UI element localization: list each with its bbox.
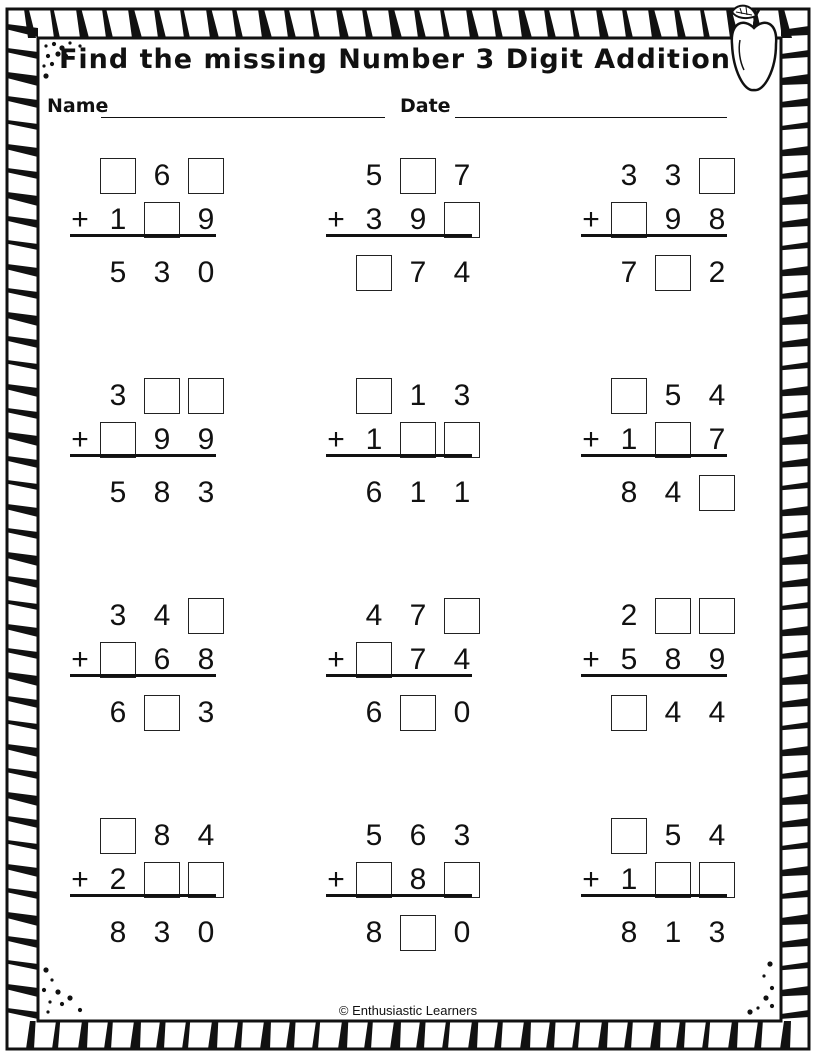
- digit: 0: [197, 256, 215, 289]
- digit: 8: [365, 916, 383, 949]
- sum-line: [581, 674, 727, 677]
- copyright-footer: © Enthusiastic Learners: [338, 1003, 478, 1018]
- answer-box[interactable]: [188, 378, 224, 414]
- digit: 2: [109, 863, 127, 896]
- plus-sign: +: [327, 643, 345, 676]
- answer-box[interactable]: [400, 695, 436, 731]
- answer-box[interactable]: [655, 255, 691, 291]
- plus-sign: +: [582, 423, 600, 456]
- digit: 8: [708, 203, 726, 236]
- digit: 5: [365, 159, 383, 192]
- digit: 0: [453, 916, 471, 949]
- digit: 2: [620, 599, 638, 632]
- digit: 7: [409, 599, 427, 632]
- digit: 1: [109, 203, 127, 236]
- digit: 6: [153, 159, 171, 192]
- digit: 8: [197, 643, 215, 676]
- answer-box[interactable]: [100, 158, 136, 194]
- answer-box[interactable]: [699, 158, 735, 194]
- answer-box[interactable]: [655, 598, 691, 634]
- digit: 4: [708, 819, 726, 852]
- date-line[interactable]: [455, 117, 727, 118]
- answer-box[interactable]: [356, 642, 392, 678]
- digit: 8: [109, 916, 127, 949]
- digit: 6: [109, 696, 127, 729]
- answer-box[interactable]: [611, 818, 647, 854]
- digit: 8: [409, 863, 427, 896]
- answer-box[interactable]: [144, 378, 180, 414]
- answer-box[interactable]: [611, 695, 647, 731]
- digit: 3: [453, 379, 471, 412]
- digit: 5: [109, 476, 127, 509]
- sum-line: [326, 894, 472, 897]
- answer-box[interactable]: [356, 378, 392, 414]
- digit: 0: [197, 916, 215, 949]
- plus-sign: +: [71, 643, 89, 676]
- digit: 4: [453, 256, 471, 289]
- sum-line: [70, 894, 216, 897]
- answer-box[interactable]: [144, 202, 180, 238]
- sum-line: [581, 454, 727, 457]
- sum-line: [326, 674, 472, 677]
- plus-sign: +: [327, 423, 345, 456]
- digit: 1: [365, 423, 383, 456]
- digit: 3: [109, 599, 127, 632]
- plus-sign: +: [71, 203, 89, 236]
- digit: 9: [153, 423, 171, 456]
- sum-line: [326, 454, 472, 457]
- digit: 3: [153, 256, 171, 289]
- plus-sign: +: [71, 423, 89, 456]
- name-line[interactable]: [101, 117, 385, 118]
- name-label: Name: [47, 95, 109, 117]
- answer-box[interactable]: [100, 642, 136, 678]
- digit: 3: [664, 159, 682, 192]
- digit: 4: [197, 819, 215, 852]
- sum-line: [70, 674, 216, 677]
- digit: 9: [409, 203, 427, 236]
- worksheet-title: Find the missing Number 3 Digit Addition: [58, 44, 731, 75]
- digit: 1: [409, 379, 427, 412]
- digit: 4: [453, 643, 471, 676]
- digit: 1: [453, 476, 471, 509]
- answer-box[interactable]: [444, 862, 480, 898]
- answer-box[interactable]: [188, 158, 224, 194]
- answer-box[interactable]: [699, 862, 735, 898]
- digit: 5: [664, 379, 682, 412]
- answer-box[interactable]: [655, 862, 691, 898]
- answer-box[interactable]: [144, 695, 180, 731]
- digit: 7: [620, 256, 638, 289]
- digit: 7: [409, 643, 427, 676]
- digit: 3: [453, 819, 471, 852]
- sum-line: [70, 234, 216, 237]
- date-label: Date: [400, 95, 451, 117]
- answer-box[interactable]: [655, 422, 691, 458]
- digit: 1: [664, 916, 682, 949]
- answer-box[interactable]: [356, 255, 392, 291]
- digit: 4: [708, 379, 726, 412]
- sum-line: [581, 234, 727, 237]
- answer-box[interactable]: [356, 862, 392, 898]
- digit: 5: [664, 819, 682, 852]
- digit: 5: [620, 643, 638, 676]
- answer-box[interactable]: [400, 158, 436, 194]
- answer-box[interactable]: [611, 202, 647, 238]
- sum-line: [70, 454, 216, 457]
- digit: 4: [365, 599, 383, 632]
- digit: 6: [365, 476, 383, 509]
- plus-sign: +: [327, 203, 345, 236]
- digit: 6: [153, 643, 171, 676]
- digit: 1: [409, 476, 427, 509]
- answer-box[interactable]: [188, 598, 224, 634]
- digit: 8: [620, 476, 638, 509]
- digit: 3: [365, 203, 383, 236]
- digit: 9: [708, 643, 726, 676]
- digit: 8: [620, 916, 638, 949]
- answer-box[interactable]: [188, 862, 224, 898]
- answer-box[interactable]: [444, 598, 480, 634]
- answer-box[interactable]: [144, 862, 180, 898]
- digit: 3: [109, 379, 127, 412]
- plus-sign: +: [71, 863, 89, 896]
- digit: 3: [620, 159, 638, 192]
- digit: 5: [365, 819, 383, 852]
- plus-sign: +: [582, 863, 600, 896]
- digit: 6: [365, 696, 383, 729]
- digit: 4: [153, 599, 171, 632]
- plus-sign: +: [327, 863, 345, 896]
- answer-box[interactable]: [100, 818, 136, 854]
- digit: 7: [409, 256, 427, 289]
- answer-box[interactable]: [611, 378, 647, 414]
- sum-line: [581, 894, 727, 897]
- digit: 9: [197, 423, 215, 456]
- answer-box[interactable]: [444, 422, 480, 458]
- digit: 7: [453, 159, 471, 192]
- digit: 3: [708, 916, 726, 949]
- digit: 1: [620, 863, 638, 896]
- digit: 4: [664, 696, 682, 729]
- digit: 3: [197, 476, 215, 509]
- sum-line: [326, 234, 472, 237]
- digit: 6: [409, 819, 427, 852]
- digit: 8: [153, 819, 171, 852]
- digit: 8: [153, 476, 171, 509]
- digit: 3: [153, 916, 171, 949]
- digit: 4: [708, 696, 726, 729]
- answer-box[interactable]: [699, 598, 735, 634]
- digit: 8: [664, 643, 682, 676]
- digit: 3: [197, 696, 215, 729]
- digit: 0: [453, 696, 471, 729]
- digit: 9: [197, 203, 215, 236]
- answer-box[interactable]: [400, 422, 436, 458]
- digit: 4: [664, 476, 682, 509]
- answer-box[interactable]: [100, 422, 136, 458]
- digit: 5: [109, 256, 127, 289]
- plus-sign: +: [582, 203, 600, 236]
- digit: 1: [620, 423, 638, 456]
- digit: 2: [708, 256, 726, 289]
- answer-box[interactable]: [400, 915, 436, 951]
- digit: 9: [664, 203, 682, 236]
- answer-box[interactable]: [699, 475, 735, 511]
- plus-sign: +: [582, 643, 600, 676]
- digit: 7: [708, 423, 726, 456]
- answer-box[interactable]: [444, 202, 480, 238]
